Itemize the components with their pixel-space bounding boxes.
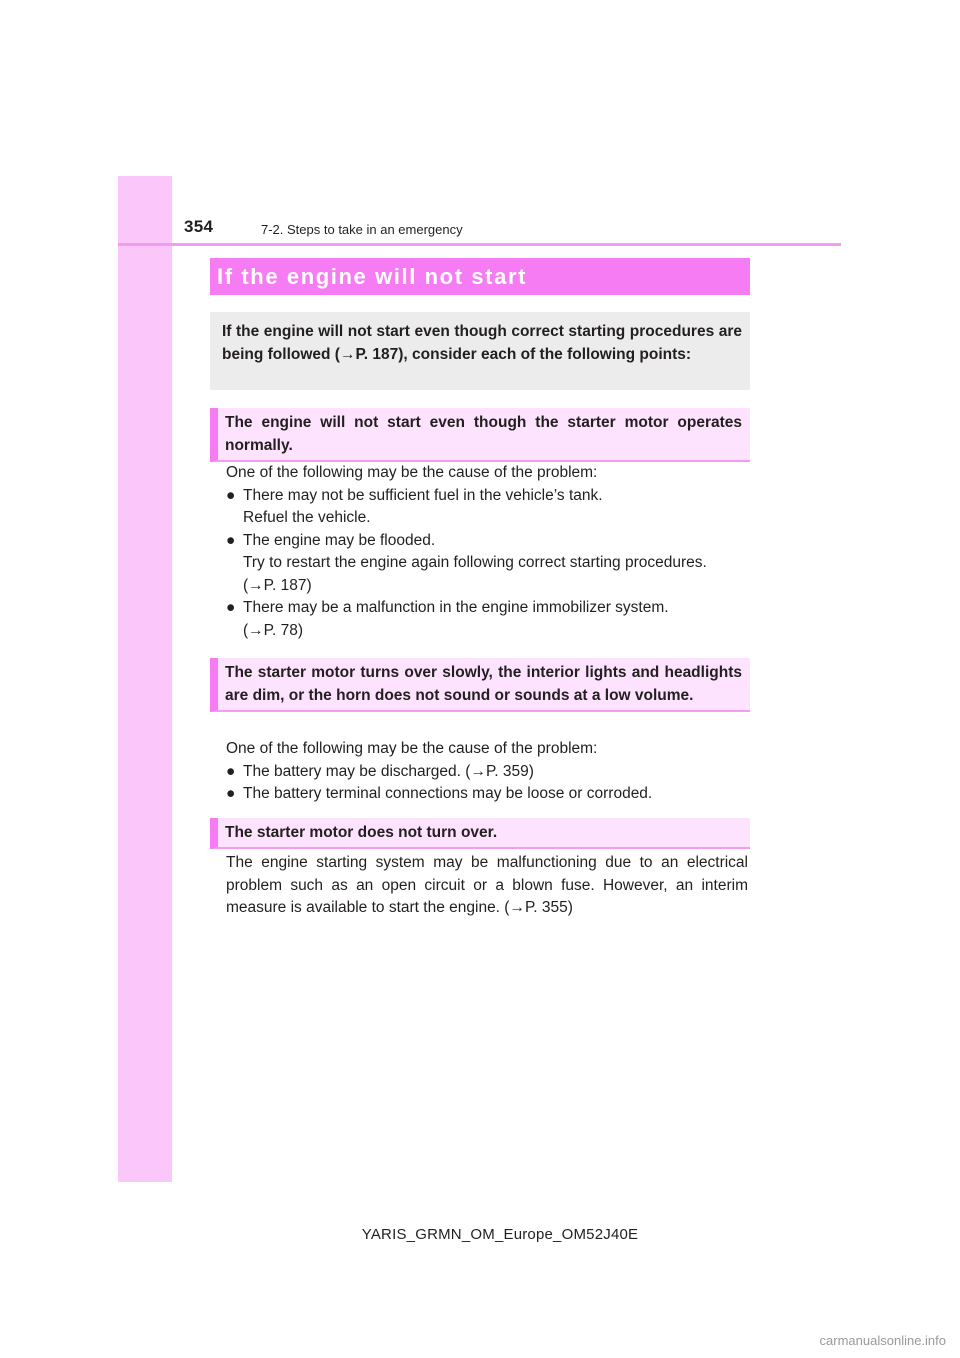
page-number: 354	[184, 217, 214, 236]
page-title: If the engine will not start	[217, 263, 528, 289]
bullet-icon: ●	[226, 599, 236, 616]
page-reference-link[interactable]: (→P. 187)	[243, 576, 312, 594]
subheading-starter-operates-normally: The engine will not start even though the starter motor operates normally.	[210, 408, 750, 462]
side-tab-strip	[118, 176, 172, 1182]
section-lead: One of the following may be the cause of the problem:	[226, 464, 598, 481]
section-paragraph: The engine starting system may be malfunctioning due to an electrical problem such as an open circuit or a blown fuse. However, an interim measure is available to start the engine. (→P. 355)	[226, 854, 748, 916]
section-lead: One of the following may be the cause of the problem:	[226, 740, 598, 757]
list-item	[226, 597, 748, 642]
site-watermark: carmanualsonline.info	[819, 1333, 946, 1348]
bullet-icon: ●	[226, 762, 236, 780]
page-reference-link[interactable]: (→P. 78)	[243, 621, 304, 639]
list-item	[226, 761, 748, 784]
list-item-text: Refuel the vehicle.	[243, 509, 371, 526]
bullet-icon: ●	[226, 785, 236, 802]
list-item-text: The battery terminal connections may be loose or corroded.	[243, 785, 653, 802]
list-item	[226, 530, 748, 598]
bullet-icon: ●	[226, 486, 236, 504]
list-item	[226, 485, 748, 530]
section-body-1	[226, 462, 748, 642]
list-item-text: There may not be sufficient fuel in the vehicle’s tank.	[243, 486, 603, 504]
intro-box	[210, 312, 750, 390]
subheading-starter-does-not-turn: The starter motor does not turn over.	[210, 818, 750, 849]
list-item	[226, 783, 748, 806]
intro-text: If the engine will not start even though correct starting procedures are being followed (→P. 187), consider each of the following points:	[222, 323, 742, 363]
section-body-3	[226, 852, 748, 920]
list-item-text: The battery may be discharged. (→P. 359)	[243, 762, 534, 780]
list-item-text: There may be a malfunction in the engine immobilizer system.	[243, 599, 669, 616]
section-title: 7-2. Steps to take in an emergency	[261, 222, 463, 237]
document-footer-code: YARIS_GRMN_OM_Europe_OM52J40E	[361, 1226, 639, 1243]
list-item-text: The engine may be flooded.	[243, 531, 436, 549]
list-item-text: Try to restart the engine again following correct starting procedures.	[243, 554, 707, 571]
page-title-bar	[210, 258, 750, 295]
section-body-2	[226, 738, 748, 806]
bullet-icon: ●	[226, 531, 236, 549]
header-divider	[118, 243, 841, 246]
subheading-starter-turns-slowly: The starter motor turns over slowly, the interior lights and headlights are dim, or the horn does not sound or sounds at a low volume.	[210, 658, 750, 712]
